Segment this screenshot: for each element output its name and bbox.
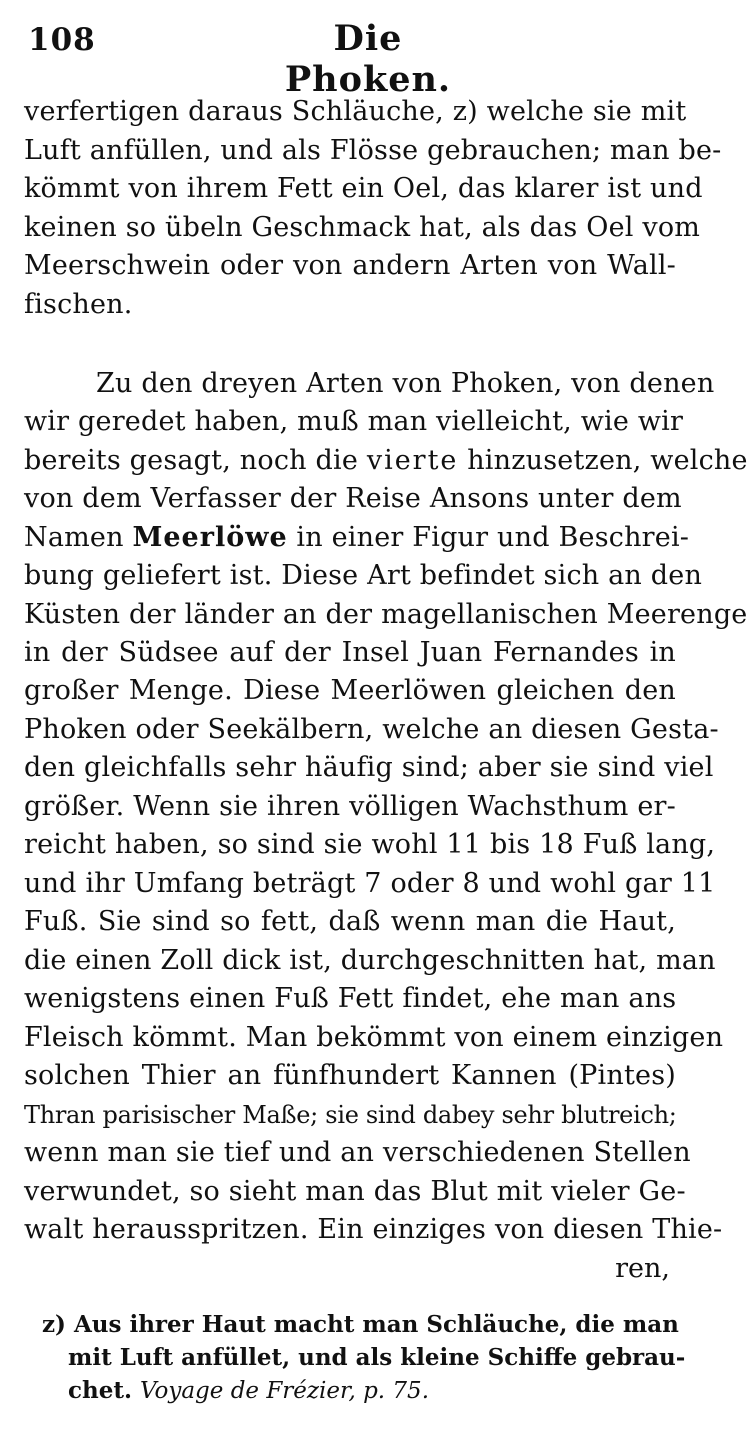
footnote-line: mit Luft anfüllet, und als kleine Schiffe gebrau-	[68, 1344, 686, 1372]
body-text-line: solchen Thier an fünfhundert Kannen (Pintes)	[24, 1060, 676, 1092]
body-text-line: walt herausspritzen. Ein einziges von diesen Thie-	[24, 1214, 723, 1246]
body-text-line: fischen.	[24, 288, 133, 320]
body-text-line: die einen Zoll dick ist, durchgeschnitten hat, man	[24, 944, 716, 976]
body-text-line: Zu den dreyen Arten von Phoken, von denen	[96, 367, 715, 399]
body-text-line: Thran parisischer Maße; sie sind dabey sehr blutreich;	[24, 1100, 677, 1129]
body-text-line: Phoken oder Seekälbern, welche an diesen Gesta-	[24, 713, 719, 745]
body-text-line: Luft anfüllen, und als Flösse gebrauchen; man be-	[24, 134, 722, 166]
body-text-line: verwundet, so sieht man das Blut mit vieler Ge-	[24, 1175, 686, 1207]
body-text-line: in der Südsee auf der Insel Juan Fernandes in	[24, 636, 676, 668]
emphasized-word: vierte	[366, 444, 459, 476]
running-head-title: Die Phoken.	[284, 18, 452, 100]
body-text-line: kömmt von ihrem Fett ein Oel, das klarer ist und	[24, 173, 703, 205]
footnote-line: z) Aus ihrer Haut macht man Schläuche, die man	[42, 1311, 679, 1339]
body-text-line: größer. Wenn sie ihren völligen Wachsthum er-	[24, 790, 676, 822]
line-segment: Namen	[24, 521, 133, 553]
catchword: ren,	[615, 1252, 670, 1284]
emphasized-word: Meerlöwe	[132, 521, 288, 553]
body-text-line: wenn man sie tief und an verschiedenen Stellen	[24, 1137, 691, 1169]
body-text-line: bung geliefert ist. Diese Art befindet sich an den	[24, 560, 703, 592]
body-text-line: wir geredet haben, muß man vielleicht, wie wir	[24, 406, 684, 438]
citation: Voyage de Frézier, p. 75.	[140, 1377, 430, 1404]
footnote-line	[68, 1374, 668, 1408]
page-number: 108	[28, 22, 96, 58]
line-segment: chet.	[68, 1376, 140, 1404]
body-text-line	[24, 518, 690, 558]
body-text-line: wenigstens einen Fuß Fett findet, ehe man ans	[24, 983, 677, 1015]
body-text-line: verfertigen daraus Schläuche, z) welche sie mit	[24, 96, 687, 128]
body-text-line: den gleichfalls sehr häufig sind; aber sie sind viel	[24, 752, 714, 784]
line-segment: hinzusetzen, welche	[458, 444, 748, 476]
body-text-line: reicht haben, so sind sie wohl 11 bis 18 Fuß lang,	[24, 829, 716, 861]
body-text-line: von dem Verfasser der Reise Ansons unter dem	[24, 483, 682, 515]
body-text-line: Küsten der länder an der magellanischen Meerenge	[24, 598, 748, 630]
line-segment: bereits gesagt, noch die	[24, 444, 367, 476]
body-text-line: Fleisch kömmt. Man bekömmt von einem einzigen	[24, 1021, 724, 1053]
body-text-line: großer Menge. Diese Meerlöwen gleichen den	[24, 675, 676, 707]
body-text-line	[24, 441, 748, 481]
line-segment: in einer Figur und Beschrei-	[287, 521, 690, 553]
body-text-line: keinen so übeln Geschmack hat, als das Oel vom	[24, 211, 701, 243]
body-text-line: Meerschwein oder von andern Arten von Wall-	[24, 250, 676, 282]
body-text-line: und ihr Umfang beträgt 7 oder 8 und wohl gar 11	[24, 867, 716, 899]
body-text-line: Fuß. Sie sind so fett, daß wenn man die Haut,	[24, 906, 676, 938]
